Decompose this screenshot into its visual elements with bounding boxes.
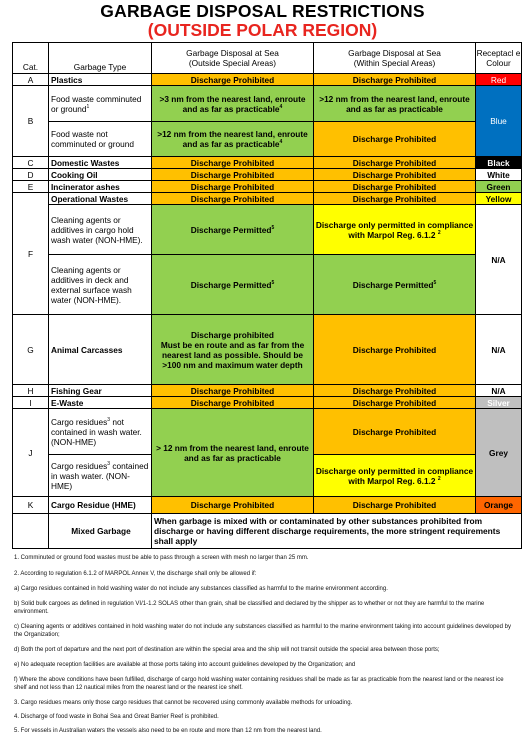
j2-within: Discharge only permitted in compliance with Marpol Reg. 6.1.2 $^2$ <box>314 455 476 497</box>
cat-mixed <box>13 514 49 549</box>
colour-white: White <box>476 169 522 181</box>
cat-c: C <box>13 157 49 169</box>
footnote-2f: f) Where the above conditions have been fulfilled, discharge of cargo hold washing water containing residues shall be made as far as practicable from the nearest land or the nearest ice shelf and not less than 12 nautical miles from the nearest land or the nearest ice shelf. <box>14 677 504 691</box>
header-within: Garbage Disposal at Sea (Within Special Areas) <box>314 43 476 74</box>
c-within: Discharge Prohibited <box>314 157 476 169</box>
type-animal: Animal Carcasses <box>49 315 152 385</box>
footnote-4: 4. Discharge of food waste in Bohai Sea and Great Barrier Reef is prohibited. <box>14 714 219 720</box>
colour-na-h: N/A <box>476 385 522 397</box>
colour-na-f: N/A <box>476 205 522 315</box>
d-within: Discharge Prohibited <box>314 169 476 181</box>
i-outside: Discharge Prohibited <box>152 397 314 409</box>
colour-silver: Silver <box>476 397 522 409</box>
f0-within: Discharge Prohibited <box>314 193 476 205</box>
page-subtitle: (OUTSIDE POLAR REGION) <box>147 20 378 40</box>
cat-g: G <box>13 315 49 385</box>
cat-i: I <box>13 397 49 409</box>
cat-e: E <box>13 181 49 193</box>
b2-outside: >12 nm from the nearest land, enroute and as far as practicable$^4$ <box>152 122 314 157</box>
colour-yellow: Yellow <box>476 193 522 205</box>
cat-a: A <box>13 74 49 86</box>
type-food-not-comminuted: Food waste not comminuted or ground <box>49 122 152 157</box>
d-outside: Discharge Prohibited <box>152 169 314 181</box>
mixed-text: When garbage is mixed with or contaminated by other substances prohibited from discharge or having different discharge requirements, the more stringent requirements shall apply <box>152 514 522 549</box>
f1-outside: Discharge Permitted$^5$ <box>152 205 314 255</box>
restrictions-table <box>12 42 522 549</box>
footnote-1: 1. Comminuted or ground food wastes must be able to pass through a screen with mesh no larger than 25 mm. <box>14 555 309 561</box>
type-food-comminuted: Food waste comminuted or ground$^1$ <box>49 86 152 122</box>
type-cargo-wash: Cargo residues$^3$ contained in wash water. (NON-HME) <box>49 455 152 497</box>
a-within: Discharge Prohibited <box>314 74 476 86</box>
colour-orange: Orange <box>476 497 522 514</box>
type-mixed: Mixed Garbage <box>49 514 152 549</box>
a-outside: Discharge Prohibited <box>152 74 314 86</box>
footnote-2e: e) No adequate reception facilities are available at those ports taking into account guidelines developed by the Organization; and <box>14 662 356 668</box>
cat-f: F <box>13 193 49 315</box>
e-within: Discharge Prohibited <box>314 181 476 193</box>
cat-b: B <box>13 86 49 157</box>
footnote-3: 3. Cargo residues means only those cargo residues that cannot be recovered using commonly available methods for unloading. <box>14 700 353 706</box>
footnote-2a: a) Cargo residues contained in hold washing water do not include any substances classified as harmful to the marine environment according. <box>14 586 388 592</box>
type-cooking-oil: Cooking Oil <box>49 169 152 181</box>
type-plastics: Plastics <box>49 74 152 86</box>
colour-grey: Grey <box>476 409 522 497</box>
e-outside: Discharge Prohibited <box>152 181 314 193</box>
colour-black: Black <box>476 157 522 169</box>
type-cargo-not-wash: Cargo residues$^3$ not contained in wash water. (NON-HME) <box>49 409 152 455</box>
footnote-5: 5. For vessels in Australian waters the vessels also need to be en route and more than 12 nm from the nearest land. <box>14 728 322 734</box>
type-operational: Operational Wastes <box>49 193 152 205</box>
k-outside: Discharge Prohibited <box>152 497 314 514</box>
h-within: Discharge Prohibited <box>314 385 476 397</box>
type-incinerator: Incinerator ashes <box>49 181 152 193</box>
type-cargo-hme: Cargo Residue (HME) <box>49 497 152 514</box>
type-domestic: Domestic Wastes <box>49 157 152 169</box>
f0-outside: Discharge Prohibited <box>152 193 314 205</box>
cat-h: H <box>13 385 49 397</box>
footnote-2c: c) Cleaning agents or additives contained in hold washing water do not include any substances classified as harmful to the marine environment taking into account guidelines developed by the Organization; <box>14 624 511 638</box>
c-outside: Discharge Prohibited <box>152 157 314 169</box>
f2-within: Discharge Permitted$^5$ <box>314 255 476 315</box>
g-within: Discharge Prohibited <box>314 315 476 385</box>
header-type: Garbage Type <box>49 43 152 74</box>
cat-k: K <box>13 497 49 514</box>
colour-na-g: N/A <box>476 315 522 385</box>
type-fishing-gear: Fishing Gear <box>49 385 152 397</box>
j-outside: > 12 nm from the nearest land, enroute and as far as practicable <box>152 409 314 497</box>
f2-outside: Discharge Permitted$^5$ <box>152 255 314 315</box>
footnote-2d: d) Both the port of departure and the next port of destination are within the special area and the ship will not transit outside the special area between those ports; <box>14 647 440 653</box>
g-outside: Discharge prohibited Must be en route and as far from the nearest land as possible. Should be >100 nm and maximum water depth <box>152 315 314 385</box>
header-colour: Receptacl e Colour <box>476 43 522 74</box>
header-cat: Cat. <box>13 43 49 74</box>
footnote-2b: b) Solid bulk cargoes as defined in regulation VI/1-1.2 SOLAS other than grain, shall be classified and declared by the shipper as to whether or not they are harmful to the marine environment. <box>14 601 485 615</box>
colour-red: Red <box>476 74 522 86</box>
k-within: Discharge Prohibited <box>314 497 476 514</box>
j1-within: Discharge Prohibited <box>314 409 476 455</box>
h-outside: Discharge Prohibited <box>152 385 314 397</box>
page-title: GARBAGE DISPOSAL RESTRICTIONS <box>100 1 425 21</box>
b1-outside: >3 nm from the nearest land, enroute and as far as practicable$^4$ <box>152 86 314 122</box>
cat-j: J <box>13 409 49 497</box>
b2-within: Discharge Prohibited <box>314 122 476 157</box>
footnote-2: 2. According to regulation 6.1.2 of MARPOL Annex V, the discharge shall only be allowed if: <box>14 571 257 577</box>
type-cleaning-deck: Cleaning agents or additives in deck and external surface wash water (NON-HME). <box>49 255 152 315</box>
header-outside: Garbage Disposal at Sea (Outside Special Areas) <box>152 43 314 74</box>
f1-within: Discharge only permitted in compliance with Marpol Reg. 6.1.2 $^2$ <box>314 205 476 255</box>
b1-within: >12 nm from the nearest land, enroute and as far as practicable <box>314 86 476 122</box>
type-cleaning-hold: Cleaning agents or additives in cargo hold wash water (NON-HME). <box>49 205 152 255</box>
cat-d: D <box>13 169 49 181</box>
colour-green: Green <box>476 181 522 193</box>
type-e-waste: E-Waste <box>49 397 152 409</box>
i-within: Discharge Prohibited <box>314 397 476 409</box>
colour-blue: Blue <box>476 86 522 157</box>
